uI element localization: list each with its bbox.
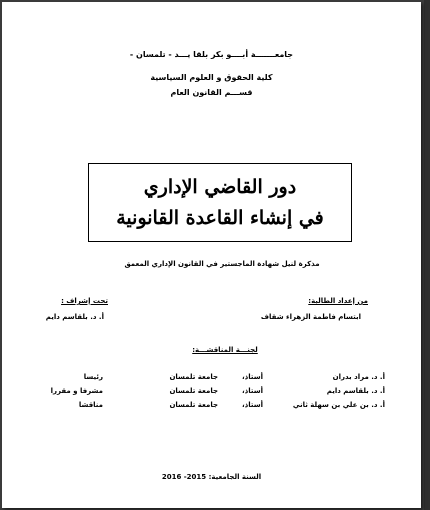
member-name: أ. د. بن علي بن سهلة ثاني <box>292 401 385 409</box>
member-rank: أستاذ، <box>241 387 263 395</box>
faculty-name: كلية الحقوق و العلوم السياسية <box>150 73 273 82</box>
viewer-scrollbar[interactable] <box>424 0 430 510</box>
member-rank: أستاذ، <box>241 401 263 409</box>
thesis-title-line-2: في إنشاء القاعدة القانونية <box>116 207 324 229</box>
member-role: مشرفا و مقررا <box>50 387 103 395</box>
committee-label: لجنـــة المناقشـــة: <box>192 346 258 354</box>
supervisor-name: أ. د. بلقاسم دايم <box>45 313 104 321</box>
member-institution: جامعة تلمسان <box>169 401 218 409</box>
supervisor-label: تحت إشراف : <box>61 297 108 305</box>
member-institution: جامعة تلمسان <box>169 387 218 395</box>
document-page <box>2 2 421 508</box>
thesis-title-line-1: دور القاضي الإداري <box>143 176 297 198</box>
member-role: رئيسا <box>83 373 103 381</box>
prepared-by-label: من إعداد الطالبة: <box>308 297 368 305</box>
student-name: ابتسام فاطمة الزهراء شقاف <box>260 313 361 321</box>
member-name: أ. د. بلقاسم دايم <box>326 387 385 395</box>
member-rank: أستاذ، <box>241 373 263 381</box>
member-role: مناقشا <box>78 401 103 409</box>
academic-year: السنة الجامعية: 2015- 2016 <box>161 473 262 481</box>
thesis-subtitle: مذكرة لنيل شهادة الماجستير في القانون الإداري المعمق <box>124 260 320 268</box>
university-name: جامعـــــــة أبــــو بكر بلقا يـــد - تلمسان - <box>129 50 294 59</box>
member-name: أ. د. مراد بدران <box>332 373 385 381</box>
thesis-title-box <box>88 163 352 242</box>
department-name: قســـم القانون العام <box>170 88 253 97</box>
member-institution: جامعة تلمسان <box>169 373 218 381</box>
